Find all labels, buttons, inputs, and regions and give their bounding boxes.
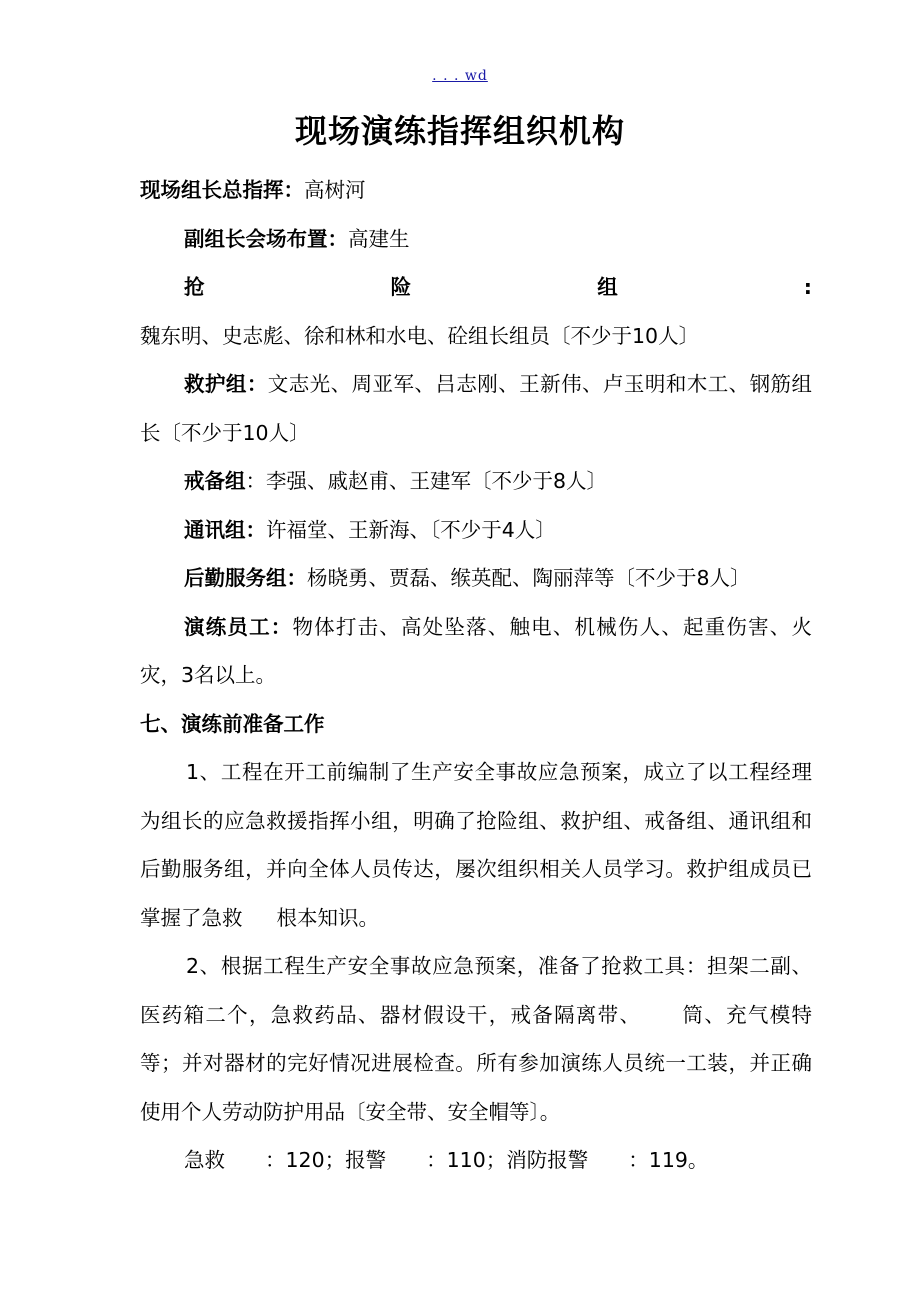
rescue-team-value: 魏东明、史志彪、徐和林和水电、砼组长组员〔不少于10人〕 — [140, 323, 700, 348]
commander-line — [140, 166, 812, 215]
paragraph-2-end: 筒、充气模特等；并对器材的完好情况进展检查。所有参加演练人员统一工装，并正确使用个人劳动防护用品〔安全带、安全帽等〕。 — [140, 1002, 813, 1124]
logistics-team-line — [140, 554, 812, 603]
first-aid-number: ：120；报警 — [265, 1148, 387, 1172]
aid-team-line — [140, 360, 812, 457]
paragraph-2 — [140, 942, 812, 1136]
logistics-team-label: 后勤服务组： — [184, 566, 307, 590]
paragraph-2-text: 2、根据工程生产安全事故应急预案，准备了抢救工具：担架二副、医药箱二个，急救药品、器材假设干，戒备隔离带、 — [140, 954, 812, 1027]
rescue-team-label: 抢险组: — [184, 275, 812, 299]
commander-value: 高树河 — [304, 178, 366, 202]
deputy-line — [140, 215, 812, 264]
deputy-value: 高建生 — [348, 226, 410, 251]
comm-team-value: 许福堂、王新海、〔不少于4人〕 — [266, 517, 556, 542]
section-7-heading: 七、演练前准备工作 — [140, 711, 325, 736]
logistics-team-value: 杨晓勇、贾磊、缑英配、陶丽萍等〔不少于8人〕 — [307, 566, 751, 590]
rescue-team-line — [140, 263, 812, 360]
page-title: 现场演练指挥组织机构 — [294, 112, 625, 150]
drill-staff-label: 演练员工： — [184, 614, 293, 639]
paragraph-1-end: 根本知识。 — [276, 905, 379, 930]
fire-number: ：119。 — [628, 1148, 709, 1172]
guard-team-line — [140, 457, 812, 506]
aid-team-value: 文志光、周亚军、吕志刚、王新伟、卢玉明和木工、钢筋组长〔不少于10人〕 — [140, 372, 813, 445]
drill-staff-line — [140, 603, 812, 700]
drill-staff-value: 物体打击、高处坠落、触电、机械伤人、起重伤害、火灾，3名以上。 — [140, 614, 813, 687]
commander-label: 现场组长总指挥： — [140, 178, 304, 202]
deputy-label: 副组长会场布置： — [184, 226, 348, 251]
paragraph-1 — [140, 748, 812, 942]
page-header: . . . wd — [432, 68, 488, 84]
police-number: ：110；消防报警 — [426, 1148, 589, 1172]
comm-team-line — [140, 506, 812, 555]
guard-team-label: 戒备组 — [184, 469, 246, 493]
emergency-phones — [140, 1136, 812, 1185]
document-body — [140, 166, 812, 1185]
aid-team-label: 救护组： — [184, 372, 268, 396]
paragraph-1-text: 1、工程在开工前编制了生产安全事故应急预案，成立了以工程经理为组长的应急救援指挥小组，明确了抢险组、救护组、戒备组、通讯组和后勤服务组，并向全体人员传达，屡次组织相关人员学习。救护组成员已掌握了急救 — [140, 760, 812, 930]
first-aid-label: 急救 — [184, 1148, 225, 1172]
comm-team-label: 通讯组： — [184, 517, 266, 542]
guard-team-value: ：李强、戚赵甫、王建军〔不少于8人〕 — [245, 469, 608, 493]
